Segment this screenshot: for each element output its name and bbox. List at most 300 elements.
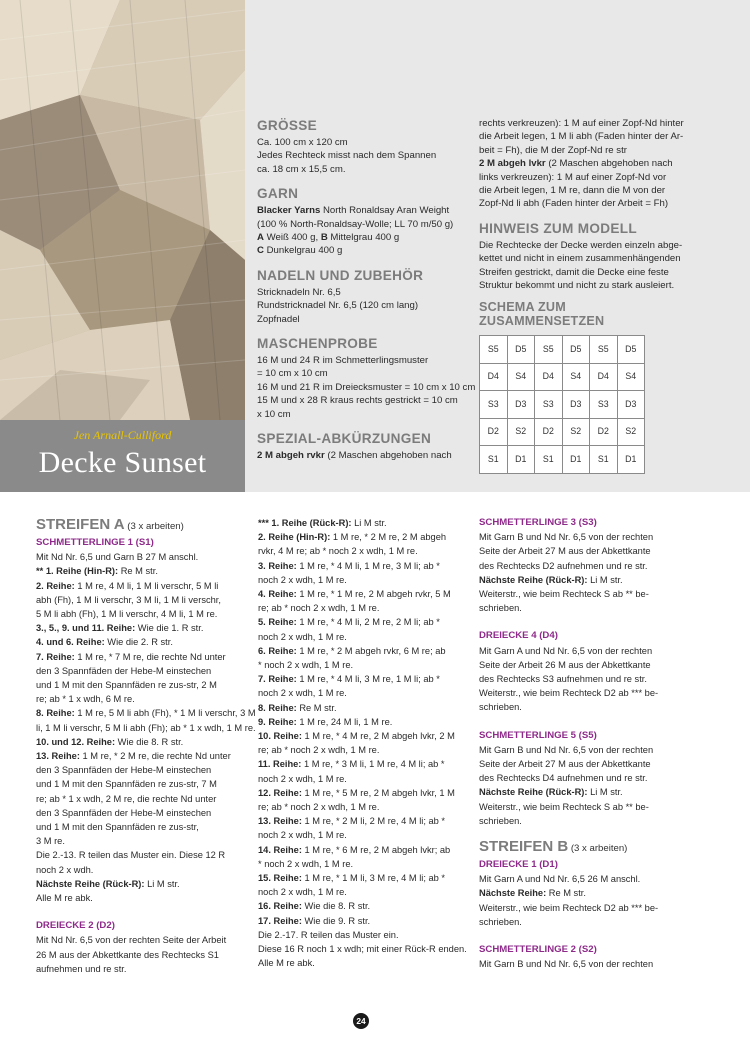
schema-cell: D4 [480, 363, 508, 391]
row-text: 1 M re, 24 M li, 1 M re. [299, 716, 393, 727]
instruction-line [479, 587, 693, 601]
row-label: *** 1. Reihe (Rück-R): [258, 518, 355, 528]
instruction-line [479, 559, 693, 573]
row-label: 2. Reihe: [36, 580, 78, 591]
row-text: Wie die 8. R str. [117, 736, 184, 747]
row-text: Wie die 9. R str. [304, 915, 371, 926]
instruction-line [479, 644, 693, 658]
instruction-line [36, 721, 256, 735]
row-text: 1 M re, * 2 M li, 2 M re, 4 M li; ab * [304, 816, 446, 827]
notes-column [479, 117, 691, 474]
subsection-heading: DREIECKE 1 (D1) [479, 859, 558, 871]
text-line: Ca. 100 cm x 120 cm [257, 137, 348, 148]
stripe-note: (3 x arbeiten) [124, 521, 184, 532]
row-text: re; ab * noch 2 x wdh, 1 M re. [258, 802, 380, 813]
schema-cell: S1 [480, 446, 508, 474]
row-text: 1 M re, * 4 M li, 3 M re, 1 M li; ab * [299, 674, 440, 685]
instruction-line [258, 587, 472, 601]
row-text: Wie die 1. R str. [137, 623, 204, 634]
row-text: abh (Fh), 1 M li verschr, 3 M li, 1 M li verschr, [36, 594, 221, 605]
spacer [479, 929, 693, 943]
instructions-column-3 [479, 516, 693, 971]
section-nadeln [257, 267, 469, 326]
instruction-line [258, 871, 472, 885]
row-text: Mit Garn A und Nd Nr. 6,5 26 M anschl. [479, 874, 641, 885]
instruction-line [36, 593, 250, 607]
instruction-line [36, 735, 250, 749]
text-line: Zopf-Nd li abh (Faden hinter der Arbeit = Fh) [479, 198, 669, 210]
row-text: Seite der Arbeit 27 M aus der Abkettkante [479, 759, 651, 770]
instruction-line [479, 601, 693, 615]
schema-cell: S3 [535, 391, 563, 419]
color-letter: A [257, 232, 264, 244]
row-text: noch 2 x wdh, 1 M re. [258, 688, 347, 699]
section-heading: GARN [257, 186, 299, 202]
text-line: Jedes Rechteck misst nach dem Spannen [257, 150, 437, 162]
row-text: Alle M re abk. [36, 893, 93, 904]
row-label: Nächste Reihe (Rück-R): [479, 787, 591, 798]
row-text: des Rechtecks S3 aufnehmen und re str. [479, 674, 647, 685]
instruction-line [258, 914, 472, 928]
row-label: 14. Reihe: [258, 844, 305, 855]
text-line [257, 231, 469, 244]
schema-cell: D5 [562, 336, 590, 364]
row-text: den 3 Spannfäden der Hebe-M einstechen [36, 807, 212, 818]
instruction-line [258, 701, 472, 715]
instruction-line [258, 928, 472, 942]
row-text: Weiterstr., wie beim Rechteck S ab ** be- [479, 801, 649, 812]
text-line: kettet und nicht in einem zusammenhängenden [479, 253, 681, 265]
text-line: 16 M und 24 R im Schmetterlingsmuster [257, 355, 429, 367]
row-text: 5 M li abh (Fh), 1 M li verschr, 4 M li, 1 M re. [36, 609, 218, 620]
instruction-line [36, 650, 250, 664]
row-label: 6. Reihe: [258, 645, 300, 656]
row-text: noch 2 x wdh, 1 M re. [258, 631, 347, 642]
schema-cell: S3 [590, 391, 618, 419]
color-letter: B [320, 232, 328, 244]
row-text: Seite der Arbeit 26 M aus der Abkettkante [479, 659, 651, 670]
subsection-heading: DREIECKE 2 (D2) [36, 920, 115, 932]
instruction-line [36, 607, 250, 621]
instruction-line [36, 848, 250, 862]
row-text: Mit Garn B und Nd Nr. 6,5 von der rechten [479, 532, 654, 543]
abbreviation: 2 M abgeh rvkr [257, 450, 325, 462]
schema-cell: S3 [480, 391, 508, 419]
instruction-line [258, 885, 472, 899]
instruction-line [479, 686, 693, 700]
schema-cell: D1 [507, 446, 535, 474]
instruction-line [258, 843, 472, 857]
row-text: * noch 2 x wdh, 1 M re. [258, 858, 354, 869]
schema-cell: D5 [617, 336, 645, 364]
text-line [257, 204, 469, 217]
row-label: 4. Reihe: [258, 589, 300, 600]
row-text: 26 M aus der Abkettkante des Rechtecks S1 [36, 949, 219, 960]
author-name: Jen Arnall-Culliford [73, 428, 172, 442]
instruction-line [36, 579, 250, 593]
instruction-line [36, 792, 250, 806]
row-text: Alle M re abk. [258, 958, 315, 969]
text-line [479, 157, 691, 170]
color-letter: C [257, 245, 264, 257]
text-line: Struktur bekommt und nicht zu stark ausleiert. [479, 280, 675, 292]
schema-cell: D3 [617, 391, 645, 419]
spacer [479, 828, 693, 838]
row-text: 1 M re, * 4 M li, 1 M re, 3 M li; ab * [299, 560, 440, 571]
instruction-line [36, 933, 250, 947]
instruction-line [36, 948, 250, 962]
abbreviations-continued [479, 117, 691, 211]
row-label: 2. Reihe (Hin-R): [258, 532, 333, 543]
instruction-line [258, 573, 472, 587]
row-text: re; ab * 1 x wdh, 6 M re. [36, 694, 135, 705]
row-text: schrieben. [479, 815, 522, 826]
text-line [257, 449, 469, 462]
section-hinweis [479, 220, 691, 293]
yarn-brand: Blacker Yarns [257, 205, 321, 217]
instruction-line [36, 621, 250, 635]
row-text: Die 2.-17. R teilen das Muster ein. [258, 929, 399, 940]
instruction-line [258, 672, 472, 686]
instruction-line [36, 962, 250, 976]
instruction-line [258, 814, 472, 828]
color-text: Weiß 400 g, [263, 232, 321, 244]
row-text: noch 2 x wdh, 1 M re. [258, 887, 347, 898]
instruction-line [479, 872, 693, 886]
instruction-line [258, 956, 472, 970]
row-text: Diese 16 R noch 1 x wdh; mit einer Rück-R enden. [258, 944, 467, 955]
row-text: 1 M re, * 4 M re, 2 M abgeh lvkr, 2 M [304, 731, 455, 742]
row-text: 1 M re, * 5 M re, 2 M abgeh lvkr, 1 M [304, 787, 455, 798]
row-text: den 3 Spannfäden der Hebe-M einstechen [36, 765, 212, 776]
row-text: li, 1 M li verschr, 5 M li abh (Fh); ab * 1 x wdh, 1 M re. [36, 722, 256, 733]
text-line: Zopfnadel [257, 313, 300, 325]
materials-column [257, 117, 476, 472]
instruction-line [36, 706, 256, 720]
section-heading: NADELN UND ZUBEHÖR [257, 267, 424, 283]
abbreviation: 2 M abgeh lvkr [479, 158, 546, 170]
instruction-block [479, 530, 693, 615]
instruction-line [36, 834, 250, 848]
row-text: Wie die 2. R str. [107, 637, 173, 648]
row-text: Seite der Arbeit 27 M aus der Abkettkante [479, 546, 651, 557]
row-label: 7. Reihe: [258, 674, 300, 685]
row-label: 12. Reihe: [258, 787, 305, 798]
schema-cell: S5 [535, 336, 563, 364]
row-text: Mit Nd Nr. 6,5 und Garn B 27 M anschl. [36, 552, 199, 563]
row-text: des Rechtecks D4 aufnehmen und re str. [479, 773, 648, 784]
subsection-heading: SCHMETTERLINGE 5 (S5) [479, 729, 597, 741]
row-text: Mit Garn B und Nd Nr. 6,5 von der rechten [479, 744, 654, 755]
section-heading: GRÖSSE [257, 118, 317, 133]
instruction-line [36, 777, 250, 791]
row-text: 1 M re, * 7 M re, die rechte Nd unter [77, 651, 226, 662]
schema-cell: S4 [507, 363, 535, 391]
stripe-title: STREIFEN A [36, 516, 125, 533]
instruction-line [36, 692, 250, 706]
schema-cell: S4 [617, 363, 645, 391]
row-label: 8. Reihe: [258, 702, 300, 713]
subsection-heading: SCHMETTERLINGE 3 (S3) [479, 517, 597, 528]
spacer [479, 715, 693, 729]
row-text: 1 M re, * 2 M re, die rechte Nd unter [82, 751, 231, 762]
row-label: 11. Reihe: [258, 759, 304, 770]
instruction-line [258, 743, 472, 757]
row-text: Weiterstr., wie beim Rechteck D2 ab *** be- [479, 902, 659, 913]
row-text: Li M str. [354, 518, 387, 528]
row-text: Die 2.-13. R teilen das Muster ein. Diese 12 R [36, 850, 226, 861]
instruction-line [479, 700, 693, 714]
subsection-heading: DREIECKE 4 (D4) [479, 630, 558, 642]
abbreviation-text: (2 Maschen abgehoben nach [545, 158, 673, 170]
subsection-heading: SCHMETTERLINGE 2 (S2) [479, 944, 597, 956]
instruction-line [36, 749, 250, 763]
instruction-line [36, 806, 250, 820]
schema-cell: D1 [562, 446, 590, 474]
instruction-line [258, 828, 472, 842]
schema-cell: D2 [480, 418, 508, 446]
instructions-column-2 [258, 516, 472, 971]
yarn-name: North Ronaldsay Aran Weight [320, 205, 450, 217]
abbreviation-text: (2 Maschen abgehoben nach [324, 450, 452, 462]
instruction-line [479, 901, 693, 915]
row-text: 1 M re, * 2 M re, 2 M abgeh [332, 532, 447, 543]
spacer [36, 905, 250, 919]
row-text: 1 M re, * 2 M abgeh rvkr, 6 M re; ab [299, 645, 446, 656]
text-line: x 10 cm [257, 408, 291, 420]
section-garn [257, 185, 469, 258]
row-text: Weiterstr., wie beim Rechteck D2 ab *** be- [479, 688, 659, 699]
instruction-line [479, 672, 693, 686]
instruction-line [479, 785, 693, 799]
instruction-line [258, 644, 472, 658]
section-groesse [257, 117, 469, 176]
row-text: Li M str. [590, 574, 623, 585]
row-text: re; ab * 1 x wdh, 2 M re, die rechte Nd unter [36, 793, 217, 804]
instruction-line [36, 678, 250, 692]
row-label: Nächste Reihe (Rück-R): [36, 878, 148, 889]
schema-cell: D2 [535, 418, 563, 446]
instruction-line [479, 886, 693, 900]
instruction-line [258, 530, 472, 544]
text-line: die Arbeit legen, 1 M re, dann die M von der [479, 185, 666, 197]
text-line: ca. 18 cm x 15,5 cm. [257, 163, 346, 175]
row-text: aufnehmen und re str. [36, 963, 127, 974]
row-text: Mit Garn B und Nd Nr. 6,5 von der rechten [479, 959, 654, 970]
instruction-line [479, 757, 693, 771]
row-text: 1 M re, 4 M li, 1 M li verschr, 5 M li [77, 580, 219, 591]
row-label: 13. Reihe: [36, 751, 83, 762]
text-line: 15 M und x 28 R kraus rechts gestrickt = 10 cm [257, 395, 458, 407]
schema-cell: S2 [617, 418, 645, 446]
instruction-block [36, 550, 256, 905]
instruction-line [258, 686, 472, 700]
row-text: 1 M re, * 6 M re, 2 M abgeh lvkr; ab [304, 844, 451, 855]
row-label: Nächste Reihe: [479, 888, 549, 899]
schema-row [480, 446, 645, 474]
instruction-block [258, 516, 472, 971]
row-label: 17. Reihe: [258, 915, 305, 926]
row-label: Nächste Reihe (Rück-R): [479, 574, 591, 585]
row-label: 5. Reihe: [258, 617, 300, 628]
row-text: schrieben. [479, 603, 522, 614]
row-text: den 3 Spannfäden der Hebe-M einstechen [36, 665, 212, 676]
row-text: Re M str. [548, 888, 586, 899]
section-heading: HINWEIS ZUM MODELL [479, 220, 637, 236]
row-text: noch 2 x wdh. [36, 864, 94, 875]
row-text: 1 M re, * 3 M li, 1 M re, 4 M li; ab * [304, 759, 445, 770]
instruction-line [36, 550, 250, 564]
instruction-line [479, 658, 693, 672]
instruction-line [479, 573, 693, 587]
text-line: 16 M und 21 R im Dreiecksmuster = 10 cm x 10 cm [257, 381, 476, 393]
instruction-line [36, 891, 250, 905]
text-line [257, 244, 469, 257]
row-label: 15. Reihe: [258, 873, 305, 884]
text-line: links verkreuzen): 1 M auf einer Zopf-Nd vor [479, 171, 667, 183]
instruction-line [479, 800, 693, 814]
instruction-block [479, 743, 693, 828]
row-text: rvkr, 4 M re; ab * noch 2 x wdh, 1 M re. [258, 546, 418, 557]
instruction-line [258, 658, 472, 672]
spacer [479, 615, 693, 629]
row-label: 8. Reihe: [36, 708, 78, 719]
instruction-line [36, 564, 250, 578]
schema-cell: D5 [507, 336, 535, 364]
page-number: 24 [353, 1013, 369, 1029]
row-text: Li M str. [590, 787, 623, 798]
row-label: ** 1. Reihe (Hin-R): [36, 566, 121, 577]
schema-cell: D4 [590, 363, 618, 391]
row-label: 13. Reihe: [258, 816, 305, 827]
instruction-line [258, 630, 472, 644]
instruction-line [36, 863, 250, 877]
text-line: die Arbeit legen, 1 M li abh (Faden hinter der Ar- [479, 131, 684, 143]
instruction-line [258, 601, 472, 615]
assembly-schema [479, 335, 645, 474]
row-text: noch 2 x wdh, 1 M re. [258, 574, 347, 585]
row-label: 7. Reihe: [36, 651, 78, 662]
instruction-line [258, 516, 472, 530]
schema-cell: S5 [480, 336, 508, 364]
text-line: rechts verkreuzen): 1 M auf einer Zopf-Nd hinter [479, 118, 684, 129]
row-text: 1 M re, * 1 M li, 3 M re, 4 M li; ab * [304, 873, 446, 884]
instruction-line [479, 957, 693, 971]
section-heading: MASCHENPROBE [257, 336, 378, 352]
instruction-line [258, 857, 472, 871]
schema-row [480, 391, 645, 419]
row-text: und 1 M mit den Spannfäden re zus-str, 7 M [36, 779, 217, 790]
instruction-line [479, 915, 693, 929]
text-line: Streifen gestrickt, damit die Decke eine feste [479, 266, 669, 278]
instruction-block [479, 872, 693, 929]
instruction-line [36, 664, 250, 678]
instruction-line [258, 772, 472, 786]
row-text: re; ab * noch 2 x wdh, 1 M re. [258, 603, 380, 614]
instruction-line [258, 615, 472, 629]
row-label: 10. und 12. Reihe: [36, 736, 118, 747]
row-text: Re M str. [299, 702, 337, 713]
row-label: 16. Reihe: [258, 901, 305, 912]
instruction-line [479, 814, 693, 828]
schema-cell: S1 [535, 446, 563, 474]
instruction-line [258, 715, 472, 729]
instruction-line [479, 743, 693, 757]
instruction-block [36, 933, 250, 976]
section-heading: SPEZIAL-ABKÜRZUNGEN [257, 431, 432, 447]
row-text: 1 M re, * 4 M li, 2 M re, 2 M li; ab * [299, 617, 440, 628]
schema-cell: D3 [562, 391, 590, 419]
instruction-line [479, 544, 693, 558]
stripe-title: STREIFEN B [479, 838, 569, 856]
row-text: und 1 M mit den Spannfäden re zus-str, [36, 822, 199, 833]
section-maschenprobe [257, 335, 476, 421]
schema-row [480, 418, 645, 446]
row-text: 1 M re, * 1 M re, 2 M abgeh rvkr, 5 M [299, 589, 451, 600]
instruction-line [258, 544, 472, 558]
row-label: 3. Reihe: [258, 560, 300, 571]
instruction-line [36, 877, 250, 891]
row-text: * noch 2 x wdh, 1 M re. [258, 660, 354, 671]
row-text: 1 M re, 5 M li abh (Fh), * 1 M li verschr, 3 M [77, 708, 256, 719]
schema-cell: S4 [562, 363, 590, 391]
stripe-heading [36, 516, 250, 536]
row-text: Mit Garn A und Nd Nr. 6,5 von der rechten [479, 645, 653, 656]
row-label: 10. Reihe: [258, 731, 305, 742]
subsection-heading: SCHMETTERLINGE 1 (S1) [36, 537, 154, 548]
row-text: re; ab * noch 2 x wdh, 1 M re. [258, 745, 380, 756]
schema-cell: S5 [590, 336, 618, 364]
row-text: Mit Nd Nr. 6,5 von der rechten Seite der Arbeit [36, 935, 227, 946]
stripe-heading [479, 838, 693, 858]
blanket-photo [0, 0, 245, 420]
row-text: noch 2 x wdh, 1 M re. [258, 773, 347, 784]
schema-cell: S2 [507, 418, 535, 446]
text-line: = 10 cm x 10 cm [257, 368, 328, 380]
instructions-column-1 [36, 516, 256, 976]
instruction-line [258, 757, 472, 771]
schema-cell: D4 [535, 363, 563, 391]
row-text: und 1 M mit den Spannfäden re zus-str, 2 M [36, 680, 217, 691]
schema-cell: S2 [562, 418, 590, 446]
row-label: 4. und 6. Reihe: [36, 637, 108, 648]
row-text: Wie die 8. R str. [304, 901, 371, 912]
row-text: schrieben. [479, 916, 522, 927]
row-text: 3 M re. [36, 836, 65, 847]
instruction-line [36, 763, 250, 777]
pattern-title: Decke Sunset [38, 446, 207, 479]
schema-cell: D1 [617, 446, 645, 474]
text-line: (100 % North-Ronaldsay-Wolle; LL 70 m/50 g) [257, 218, 454, 230]
row-text: Re M str. [120, 566, 158, 577]
text-line: beit = Fh), die M der Zopf-Nd re str [479, 144, 627, 156]
instruction-block [479, 644, 693, 715]
instruction-line [36, 820, 250, 834]
row-label: 3., 5., 9. und 11. Reihe: [36, 623, 138, 634]
schema-cell: D3 [507, 391, 535, 419]
row-text: des Rechtecks D2 aufnehmen und re str. [479, 560, 648, 571]
schema-row [480, 336, 645, 364]
row-text: Li M str. [147, 878, 180, 889]
row-text: Weiterstr., wie beim Rechteck S ab ** be- [479, 589, 649, 600]
schema-heading: SCHEMA ZUM ZUSAMMENSETZEN [479, 300, 605, 328]
stripe-note: (3 x arbeiten) [568, 843, 628, 855]
row-text: noch 2 x wdh, 1 M re. [258, 830, 347, 841]
instruction-line [258, 800, 472, 814]
text-line: Die Rechtecke der Decke werden einzeln abge- [479, 239, 683, 251]
instruction-block [479, 957, 693, 971]
section-spezial [257, 430, 469, 462]
